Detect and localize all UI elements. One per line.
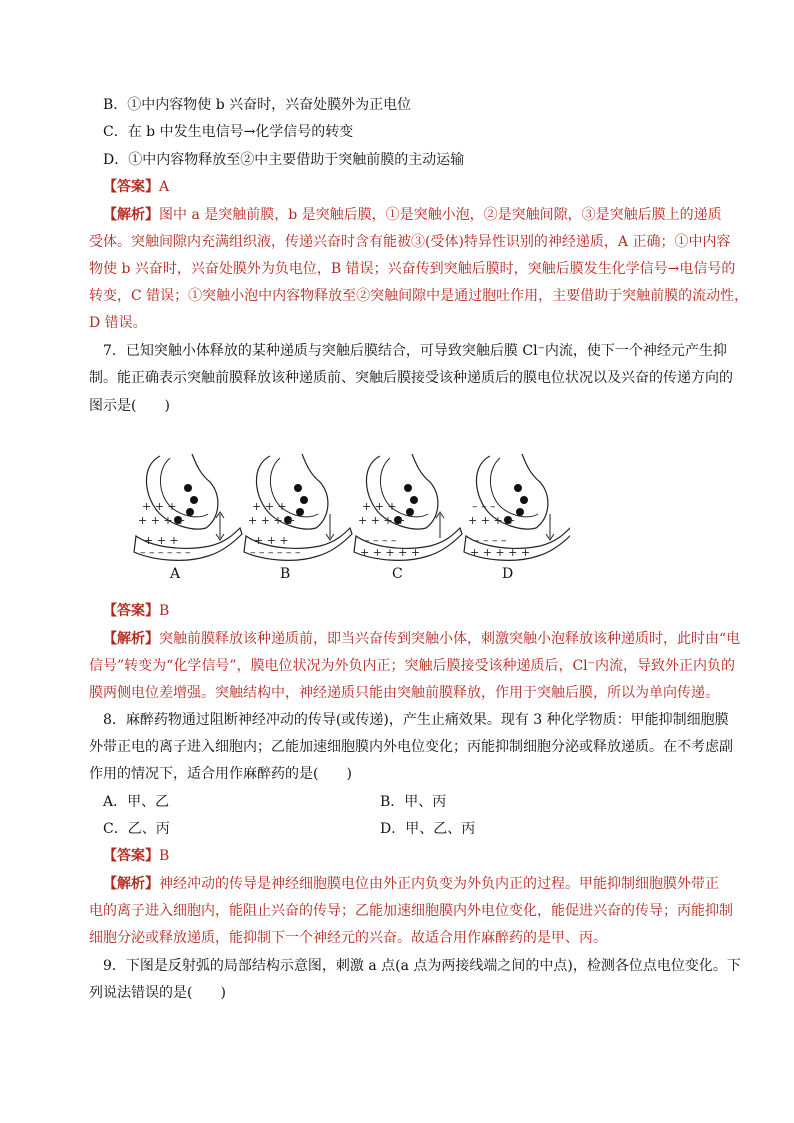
figure-label-c: C — [392, 566, 403, 582]
q8-analysis-line-3: 细胞分泌或释放递质，能抑制下一个神经元的兴奋。故适合用作麻醉药的是甲、丙。 — [89, 930, 607, 946]
q7-analysis-line-3: 膜两侧电位差增强。突触结构中，神经递质只能由突触前膜释放，作用于突触后膜，所以为单向传递。 — [89, 685, 719, 701]
svg-text:+ + + + +: + + + + + — [470, 546, 531, 559]
analysis-tag: 【解析】 — [103, 207, 159, 223]
q8-stem-line-3: 作用的情况下，适合用作麻醉药的是( ) — [89, 766, 352, 782]
diagram-d — [464, 454, 570, 560]
svg-text:+ + + +: + + + + — [248, 514, 296, 527]
svg-text:+ + +: + + + — [252, 500, 287, 513]
q8-stem-line-1: 8．麻醉药物通过阻断神经冲动的传导(或传递)，产生止痛效果。现有 3 种化学物质：甲能抑制细胞膜 — [103, 712, 729, 728]
q7-stem-line-2: 制。能正确表示突触前膜释放该种递质前、突触后膜接受该种递质后的膜电位状况以及兴奋的传递方向的 — [89, 370, 733, 386]
svg-text:– – –: – – – — [472, 500, 496, 513]
q8-option-c: C．乙、丙 — [103, 821, 170, 837]
q8-stem-line-2: 外带正电的离子进入细胞内；乙能加速细胞膜内外电位变化；丙能抑制细胞分泌或释放递质。在不考虑副 — [89, 739, 733, 755]
q6-option-d: D．①中内容物释放至②中主要借助于突触前膜的主动运输 — [103, 152, 465, 168]
svg-text:+ + +: + + + — [142, 500, 177, 513]
q7-analysis-line-1: 【解析】突触前膜释放该种递质前，即当兴奋传到突触小体，刺激突触小泡释放该种递质时，此时由“电 — [103, 631, 741, 647]
q6-analysis-line-4: 转变，C 错误；①突触小泡中内容物释放至②突触间隙中是通过胞吐作用，主要借助于突触前膜的流动性， — [89, 288, 749, 304]
analysis-tag: 【解析】 — [103, 631, 159, 647]
svg-text:+ + + +: + + + + — [468, 514, 516, 527]
q8-option-d: D．甲、乙、丙 — [380, 821, 476, 837]
q8-option-a: A．甲、乙 — [103, 794, 170, 810]
svg-text:– – – –: – – – – — [474, 534, 507, 547]
q6-option-c: C．在 b 中发生电信号→化学信号的转变 — [103, 124, 354, 140]
svg-text:+ + +: + + + — [254, 534, 289, 547]
diagram-b — [244, 454, 352, 560]
q7-stem-line-1: 7．已知突触小体释放的某种递质与突触后膜结合，可导致突触后膜 Cl⁻内流，使下一个神经元产生抑 — [103, 343, 727, 359]
answer-tag: 【答案】 — [103, 603, 159, 619]
synapse-figure — [120, 438, 570, 588]
svg-text:+ + + +: + + + + — [358, 514, 406, 527]
q7-answer — [103, 601, 169, 621]
svg-text:+ + +: + + + — [144, 534, 179, 547]
svg-text:– – – – – –: – – – – – – — [140, 546, 191, 559]
q6-analysis-line-1: 【解析】图中 a 是突触前膜，b 是突触后膜，①是突触小泡，②是突触间隙，③是突触后膜上的递质 — [103, 207, 722, 223]
figure-label-b: B — [280, 566, 291, 582]
figure-label-d: D — [502, 566, 514, 582]
q9-stem-line-1: 9．下图是反射弧的局部结构示意图，刺激 a 点(a 点为两接线端之间的中点)，检测各位点电位变化。下 — [103, 958, 741, 974]
q8-answer — [103, 846, 169, 866]
svg-text:+ + +: + + + — [362, 500, 397, 513]
analysis-tag: 【解析】 — [103, 876, 159, 892]
diagram-a — [134, 454, 242, 560]
answer-tag: 【答案】 — [103, 179, 159, 195]
svg-text:+ + + +: + + + + — [138, 514, 186, 527]
q8-analysis-line-1: 【解析】神经冲动的传导是神经细胞膜电位由外正内负变为外负内正的过程。甲能抑制细胞膜外带正 — [103, 876, 719, 892]
figure-label-a: A — [170, 566, 181, 582]
q8-option-b: B．甲、丙 — [380, 794, 447, 810]
diagram-c — [354, 454, 462, 560]
answer-tag: 【答案】 — [103, 848, 159, 864]
q7-stem-line-3: 图示是( ) — [89, 398, 170, 414]
q6-analysis-line-2: 受体。突触间隙内充满组织液，传递兴奋时含有能被③(受体)特异性识别的神经递质，A 正确；①中内容 — [89, 234, 731, 250]
svg-text:– – – – – –: – – – – – – — [250, 546, 301, 559]
q9-stem-line-2: 列说法错误的是( ) — [89, 985, 226, 1001]
answer-value: B — [159, 603, 170, 619]
answer-value: B — [159, 848, 170, 864]
q6-option-b: B．①中内容物使 b 兴奋时，兴奋处膜外为正电位 — [103, 97, 412, 113]
q6-answer — [103, 177, 169, 197]
q6-analysis-line-5: D 错误。 — [89, 315, 147, 331]
svg-text:– – – –: – – – – — [364, 534, 397, 547]
q6-analysis-line-3: 物使 b 兴奋时，兴奋处膜外为负电位，B 错误；兴奋传到突触后膜时，突触后膜发生化学信号→电信号的 — [89, 261, 736, 277]
svg-text:+ + + + +: + + + + + — [360, 546, 421, 559]
q7-analysis-line-2: 信号”转变为“化学信号”，膜电位状况为外负内正；突触后膜接受该种递质后，Cl⁻内流，导致外正内负的 — [89, 658, 736, 674]
answer-value: A — [159, 179, 170, 195]
q8-analysis-line-2: 电的离子进入细胞内，能阻止兴奋的传导；乙能加速细胞膜内外电位变化，能促进兴奋的传导；丙能抑制 — [89, 903, 733, 919]
